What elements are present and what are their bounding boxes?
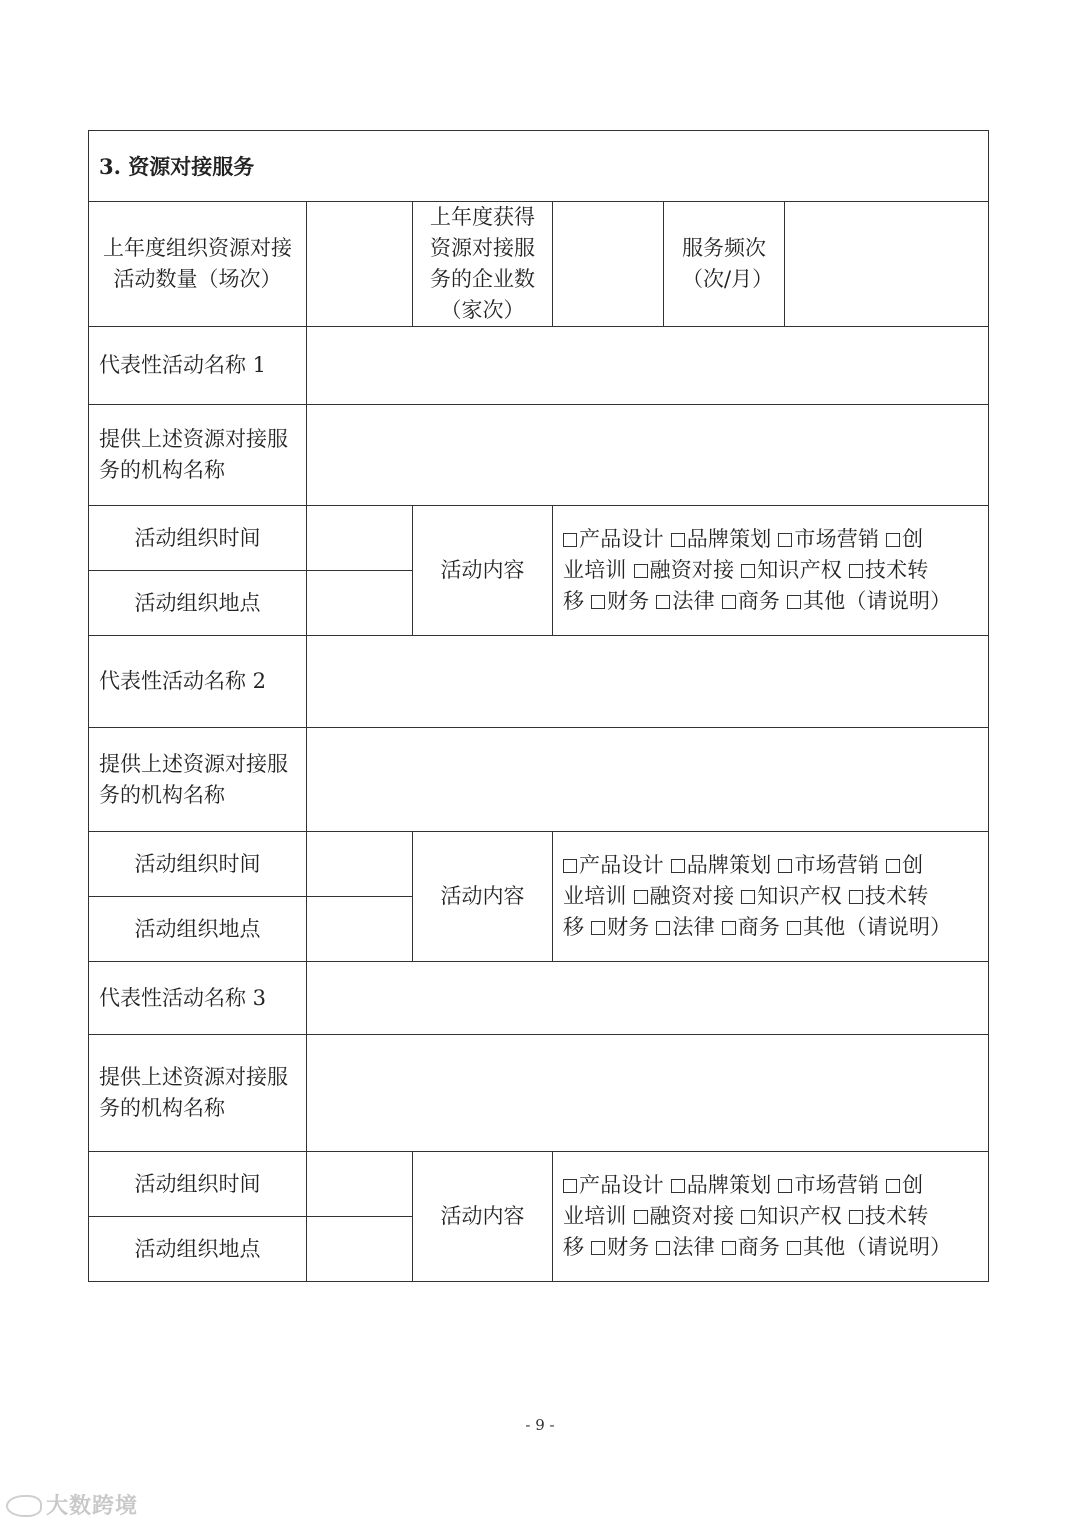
checkbox-label: 产品设计 (579, 853, 664, 877)
checkbox-option[interactable] (722, 1235, 780, 1259)
option-text: 业培训 (563, 884, 627, 908)
place-label: 活动组织地点 (89, 1217, 307, 1282)
content-label: 活动内容 (413, 506, 553, 636)
checkbox-icon[interactable] (563, 1179, 577, 1193)
time-label: 活动组织时间 (89, 506, 307, 571)
checkbox-icon[interactable] (591, 921, 605, 935)
checkbox-option[interactable] (634, 558, 735, 582)
checkbox-option[interactable] (591, 589, 649, 613)
enterprises-count-label: 上年度获得资源对接服务的企业数（家次） (413, 202, 553, 327)
checkbox-icon[interactable] (849, 1210, 863, 1224)
checkbox-option[interactable] (778, 527, 879, 551)
checkbox-option[interactable] (849, 1204, 929, 1228)
org-name-field[interactable] (307, 405, 989, 506)
checkbox-icon[interactable] (634, 1210, 648, 1224)
enterprises-count-field[interactable] (553, 202, 664, 327)
place-field[interactable] (307, 571, 413, 636)
checkbox-option[interactable] (741, 1204, 842, 1228)
checkbox-option[interactable] (634, 884, 735, 908)
content-options (553, 832, 989, 962)
options-line (563, 555, 980, 586)
checkbox-label: 市场营销 (794, 527, 880, 551)
checkbox-label: 品牌策划 (686, 527, 772, 551)
checkbox-label: 知识产权 (757, 558, 843, 582)
watermark-icon (6, 1495, 42, 1517)
time-field[interactable] (307, 506, 413, 571)
org-name-label: 提供上述资源对接服务的机构名称 (89, 728, 307, 832)
activity-name-label: 代表性活动名称 3 (89, 962, 307, 1035)
options-line (563, 586, 980, 617)
section-title: 3. 资源对接服务 (89, 131, 989, 202)
checkbox-icon[interactable] (778, 859, 792, 873)
content-options (553, 506, 989, 636)
checkbox-label: 商务 (737, 589, 781, 613)
checkbox-option[interactable] (671, 1173, 772, 1197)
option-text: 移 (563, 915, 585, 939)
time-label: 活动组织时间 (89, 832, 307, 897)
checkbox-option[interactable] (778, 853, 879, 877)
checkbox-icon[interactable] (671, 859, 685, 873)
checkbox-label: 技术转 (864, 884, 929, 908)
checkbox-icon[interactable] (591, 1241, 605, 1255)
option-text: 业培训 (563, 1204, 627, 1228)
checkbox-label: 其他（请说明） (802, 915, 952, 939)
checkbox-icon[interactable] (634, 890, 648, 904)
checkbox-option[interactable] (591, 1235, 649, 1259)
checkbox-icon[interactable] (671, 1179, 685, 1193)
checkbox-option[interactable] (563, 853, 664, 877)
activities-count-label: 上年度组织资源对接活动数量（场次） (89, 202, 307, 327)
checkbox-label: 技术转 (864, 558, 929, 582)
options-line (563, 1170, 980, 1201)
checkbox-icon[interactable] (671, 533, 685, 547)
option-text: 移 (563, 589, 585, 613)
checkbox-option[interactable] (671, 527, 772, 551)
place-field[interactable] (307, 897, 413, 962)
checkbox-icon[interactable] (778, 1179, 792, 1193)
option-text: 移 (563, 1235, 585, 1259)
checkbox-label: 品牌策划 (686, 853, 772, 877)
checkbox-icon[interactable] (656, 921, 670, 935)
checkbox-option[interactable] (741, 558, 842, 582)
checkbox-option[interactable] (722, 915, 780, 939)
org-name-field[interactable] (307, 728, 989, 832)
checkbox-option[interactable] (634, 1204, 735, 1228)
content-label: 活动内容 (413, 832, 553, 962)
time-field[interactable] (307, 1152, 413, 1217)
checkbox-icon[interactable] (563, 859, 577, 873)
checkbox-label: 财务 (607, 915, 650, 939)
checkbox-option[interactable] (886, 527, 923, 551)
checkbox-option[interactable] (656, 589, 714, 613)
options-line (563, 524, 980, 555)
org-name-label: 提供上述资源对接服务的机构名称 (89, 1035, 307, 1152)
checkbox-icon[interactable] (656, 595, 670, 609)
checkbox-label: 创 (902, 527, 924, 551)
place-field[interactable] (307, 1217, 413, 1282)
resource-docking-form (88, 130, 989, 1282)
checkbox-option[interactable] (886, 853, 923, 877)
checkbox-icon[interactable] (722, 1241, 736, 1255)
checkbox-label: 融资对接 (649, 884, 735, 908)
checkbox-label: 市场营销 (794, 1173, 880, 1197)
checkbox-icon[interactable] (563, 533, 577, 547)
options-line (563, 850, 980, 881)
checkbox-label: 技术转 (864, 1204, 929, 1228)
checkbox-option[interactable] (849, 884, 929, 908)
checkbox-icon[interactable] (741, 1210, 755, 1224)
checkbox-label: 创 (902, 853, 924, 877)
options-line (563, 1232, 980, 1263)
checkbox-label: 融资对接 (649, 1204, 735, 1228)
checkbox-icon[interactable] (741, 890, 755, 904)
checkbox-label: 融资对接 (649, 558, 735, 582)
checkbox-label: 法律 (672, 589, 715, 613)
checkbox-icon[interactable] (849, 890, 863, 904)
checkbox-label: 品牌策划 (686, 1173, 772, 1197)
checkbox-option[interactable] (563, 1173, 664, 1197)
activity-name-field[interactable] (307, 962, 989, 1035)
options-line (563, 881, 980, 912)
checkbox-option[interactable] (656, 915, 714, 939)
org-name-label: 提供上述资源对接服务的机构名称 (89, 405, 307, 506)
checkbox-option[interactable] (886, 1173, 923, 1197)
place-label: 活动组织地点 (89, 571, 307, 636)
checkbox-label: 市场营销 (794, 853, 880, 877)
checkbox-label: 其他（请说明） (802, 1235, 952, 1259)
options-line (563, 1201, 980, 1232)
checkbox-option[interactable] (787, 589, 951, 613)
watermark-logo (6, 1489, 138, 1520)
checkbox-label: 产品设计 (579, 527, 664, 551)
checkbox-option[interactable] (591, 915, 649, 939)
checkbox-icon[interactable] (849, 564, 863, 578)
checkbox-option[interactable] (778, 1173, 879, 1197)
frequency-label: 服务频次（次/月） (664, 202, 785, 327)
checkbox-icon[interactable] (886, 859, 900, 873)
checkbox-option[interactable] (787, 1235, 951, 1259)
org-name-field[interactable] (307, 1035, 989, 1152)
options-line (563, 912, 980, 943)
checkbox-icon[interactable] (787, 921, 801, 935)
checkbox-icon[interactable] (886, 1179, 900, 1193)
content-label: 活动内容 (413, 1152, 553, 1282)
checkbox-label: 法律 (672, 915, 715, 939)
checkbox-icon[interactable] (741, 564, 755, 578)
checkbox-label: 财务 (607, 589, 650, 613)
activity-name-field[interactable] (307, 636, 989, 728)
page-number: - 9 - (525, 1416, 555, 1434)
option-text: 业培训 (563, 558, 627, 582)
checkbox-option[interactable] (741, 884, 842, 908)
content-options (553, 1152, 989, 1282)
checkbox-icon[interactable] (591, 595, 605, 609)
time-field[interactable] (307, 832, 413, 897)
watermark-text: 大数跨境 (46, 1494, 139, 1519)
checkbox-icon[interactable] (886, 533, 900, 547)
checkbox-icon[interactable] (656, 1241, 670, 1255)
checkbox-label: 知识产权 (757, 884, 843, 908)
checkbox-option[interactable] (787, 915, 951, 939)
checkbox-label: 商务 (737, 1235, 781, 1259)
checkbox-option[interactable] (849, 558, 929, 582)
checkbox-label: 创 (902, 1173, 924, 1197)
checkbox-icon[interactable] (787, 595, 801, 609)
checkbox-label: 其他（请说明） (802, 589, 952, 613)
activity-name-field[interactable] (307, 327, 989, 405)
time-label: 活动组织时间 (89, 1152, 307, 1217)
checkbox-label: 产品设计 (579, 1173, 664, 1197)
place-label: 活动组织地点 (89, 897, 307, 962)
checkbox-option[interactable] (563, 527, 664, 551)
activity-name-label: 代表性活动名称 1 (89, 327, 307, 405)
checkbox-icon[interactable] (778, 533, 792, 547)
checkbox-icon[interactable] (634, 564, 648, 578)
checkbox-option[interactable] (656, 1235, 714, 1259)
checkbox-label: 财务 (607, 1235, 650, 1259)
activity-name-label: 代表性活动名称 2 (89, 636, 307, 728)
checkbox-label: 知识产权 (757, 1204, 843, 1228)
activities-count-field[interactable] (307, 202, 413, 327)
frequency-field[interactable] (785, 202, 989, 327)
checkbox-label: 商务 (737, 915, 781, 939)
checkbox-icon[interactable] (722, 595, 736, 609)
checkbox-icon[interactable] (722, 921, 736, 935)
checkbox-option[interactable] (671, 853, 772, 877)
checkbox-option[interactable] (722, 589, 780, 613)
checkbox-label: 法律 (672, 1235, 715, 1259)
checkbox-icon[interactable] (787, 1241, 801, 1255)
